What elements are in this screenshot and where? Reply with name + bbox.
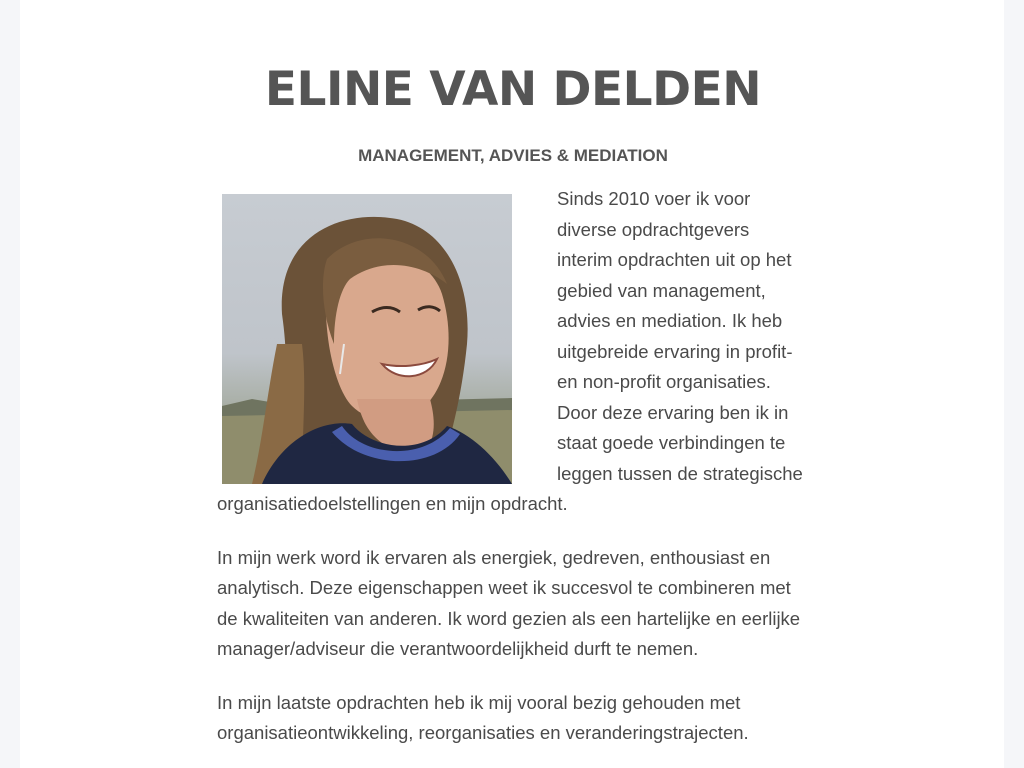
article-paragraph — [217, 184, 809, 520]
site-title[interactable]: ELINE VAN DELDEN — [264, 62, 762, 117]
article-paragraph-2: In mijn werk word ik ervaren als energiek, gedreven, enthousiast en analytisch. Deze eigenschappen weet ik succesvol te combineren met de kwaliteiten van anderen. Ik word gezien als een hartelijke en eerlijke manager/adviseur die verantwoordelijkheid durft te nemen. — [217, 546, 801, 659]
article-paragraph-1-text: Sinds 2010 voer ik voor diverse opdrachtgevers interim opdrachten uit op het gebied van management, advies en mediation. Ik heb uitgebreide ervaring in profit- en non-profit organisaties. Door deze ervaring ben ik in staat goede verbindingen te leggen tussen de strategische organisatiedoelstellingen en mijn opdracht. — [217, 188, 803, 514]
portrait-illustration — [222, 194, 512, 484]
portrait-photo — [222, 194, 512, 484]
article-paragraph-3: In mijn laatste opdrachten heb ik mij vooral bezig gehouden met organisatieontwikkeling, reorganisaties en veranderingstrajecten. — [217, 691, 749, 743]
page-container — [20, 0, 1004, 768]
site-tagline: MANAGEMENT, ADVIES & MEDIATION — [358, 146, 668, 165]
article-body — [217, 184, 809, 768]
